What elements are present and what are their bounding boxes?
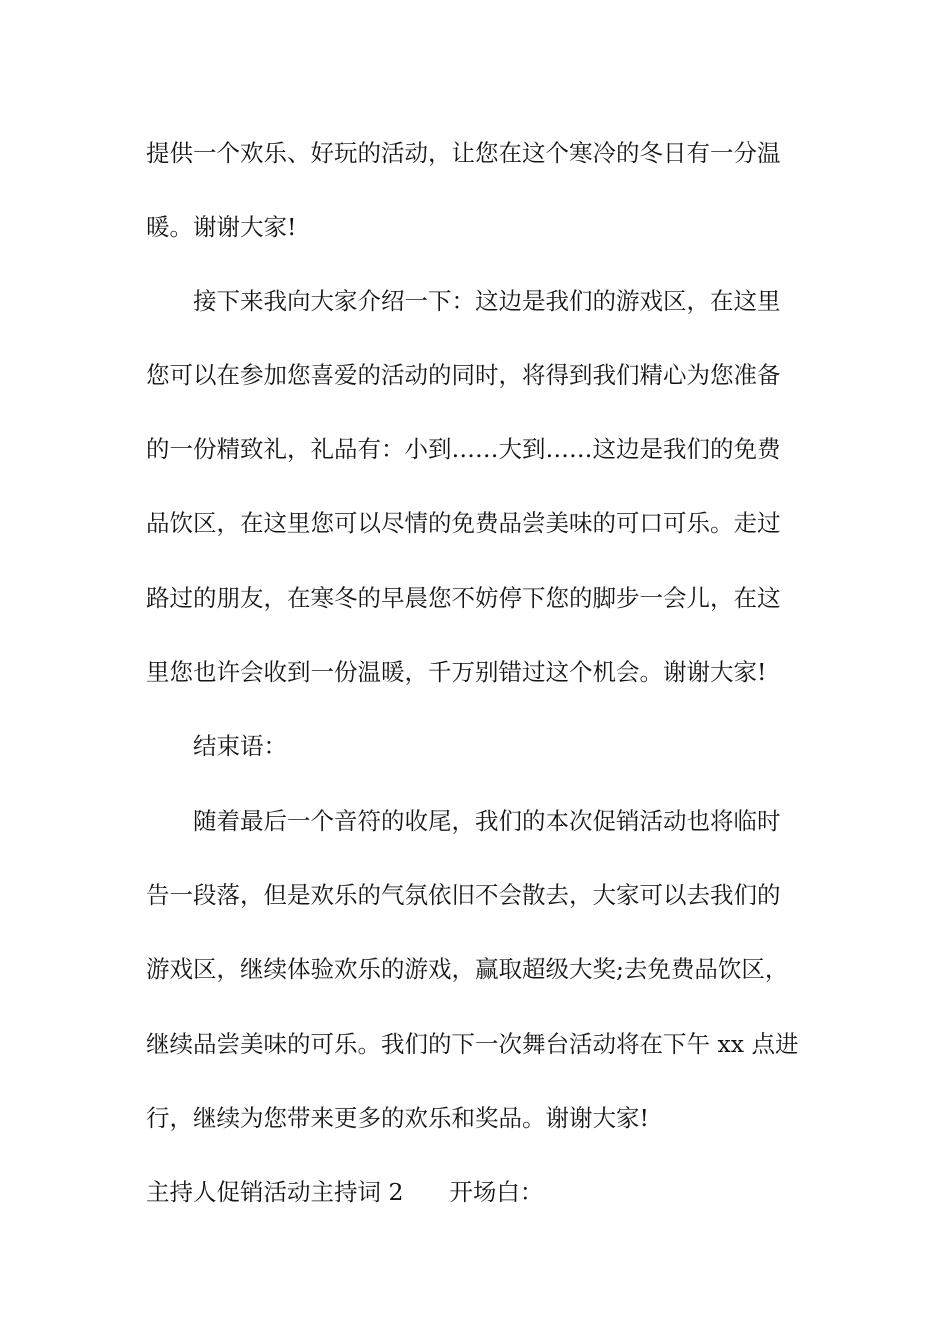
paragraph-line: 的一份精致礼，礼品有：小到……大到……这边是我们的免费 [146, 435, 781, 463]
paragraph-line: 告一段落，但是欢乐的气氛依旧不会散去，大家可以去我们的 [146, 881, 781, 909]
paragraph-line: 游戏区，继续体验欢乐的游戏，赢取超级大奖;去免费品饮区， [146, 955, 789, 983]
paragraph-line: 路过的朋友，在寒冬的早晨您不妨停下您的脚步一会儿，在这 [146, 584, 781, 612]
paragraph-line: 行，继续为您带来更多的欢乐和奖品。谢谢大家! [146, 1104, 649, 1132]
paragraph-line: 里您也许会收到一份温暖，千万别错过这个机会。谢谢大家! [146, 658, 767, 686]
paragraph-line: 品饮区，在这里您可以尽情的免费品尝美味的可口可乐。走过 [146, 509, 781, 537]
closing-heading: 结束语： [193, 732, 287, 760]
paragraph-line: 您可以在参加您喜爱的活动的同时，将得到我们精心为您准备 [146, 361, 781, 389]
paragraph-line: 暖。谢谢大家! [146, 213, 297, 241]
section-subtitle: 开场白： [449, 1178, 544, 1206]
paragraph-line: 随着最后一个音符的收尾，我们的本次促销活动也将临时 [193, 807, 781, 835]
section-title: 主持人促销活动主持词 2 [146, 1178, 404, 1206]
paragraph-line: 接下来我向大家介绍一下：这边是我们的游戏区，在这里 [193, 287, 781, 315]
paragraph-line: 提供一个欢乐、好玩的活动，让您在这个寒冷的冬日有一分温 [146, 139, 781, 167]
section-heading [146, 1177, 826, 1207]
paragraph-line: 继续品尝美味的可乐。我们的下一次舞台活动将在下午 xx 点进 [146, 1030, 799, 1058]
